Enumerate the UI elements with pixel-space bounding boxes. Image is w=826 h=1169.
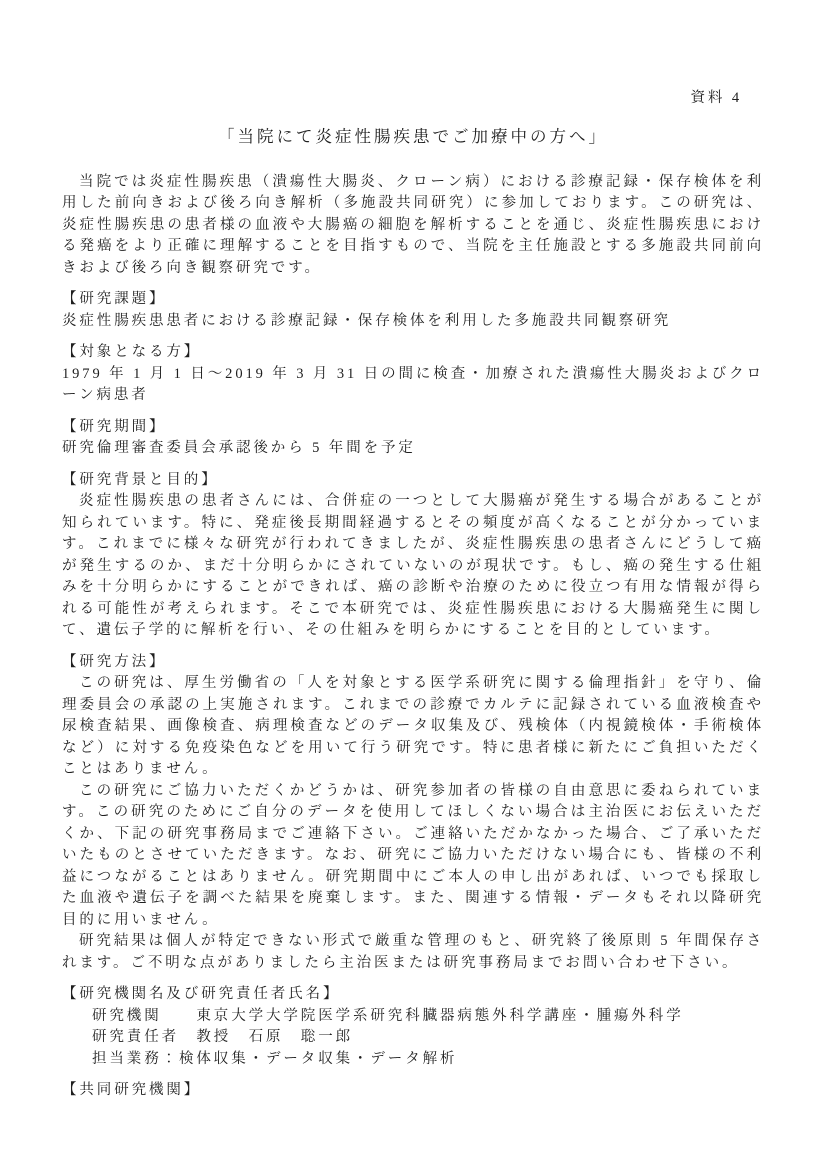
section-research-title-heading: 【研究課題】	[62, 291, 167, 307]
section-research-title	[62, 289, 764, 332]
section-methods	[62, 652, 764, 975]
section-background-heading: 【研究背景と目的】	[62, 471, 219, 488]
section-collaborators-heading: 【共同研究機関】	[62, 1082, 202, 1098]
section-institution-heading: 【研究機関名及び研究責任者氏名】	[62, 986, 341, 1002]
section-period-body: 研究倫理審査委員会承認後から 5 年間を予定	[62, 440, 416, 456]
section-research-title-body: 炎症性腸疾患患者における診療記録・保存検体を利用した多施設共同観察研究	[62, 312, 671, 329]
section-period-heading: 【研究期間】	[62, 418, 167, 435]
section-eligible-heading: 【対象となる方】	[62, 344, 202, 360]
page-title: 「当院にて炎症性腸疾患でご加療中の方へ」	[218, 126, 608, 146]
section-methods-heading: 【研究方法】	[62, 653, 167, 670]
intro-paragraph: 当院では炎症性腸疾患（潰瘍性大腸炎、クローン病）における診療記録・保存検体を利用した前向きおよび後ろ向き解析（多施設共同研究）に参加しております。この研究は、炎症性腸疾患の患者様の血液や大腸癌の細胞を解析することを通じ、炎症性腸疾患における発癌をより正確に理解することを目指すもので、当院を主任施設とする多施設共同前向きおよび後ろ向き観察研究です。	[62, 173, 764, 276]
section-collaborators	[62, 1080, 764, 1102]
section-background-body: 炎症性腸疾患の患者さんには、合併症の一つとして大腸癌が発生する場合があることが知られています。特に、発症後長期間経過するとその頻度が高くなることが分かっています。これまでに様々な研究が行われてきましたが、炎症性腸疾患の患者さんにどうして癌が発生するのか、まだ十分明らかにされていないのが現状です。もし、癌の発生する仕組みを十分明らかにすることができれば、癌の診断や治療のために役立つ有用な情報が得られる可能性が考えられます。そこで本研究では、炎症性腸疾患における大腸癌発生に関して、遺伝子学的に解析を行い、その仕組みを明らかにすることを目的としています。	[62, 493, 764, 638]
doc-label: 資料 4	[690, 90, 742, 106]
section-institution	[62, 984, 764, 1070]
institution-name-line: 研究機関 東京大学大学院医学系研究科臓器病態外科学講座・腫瘍外科学	[92, 1007, 684, 1024]
section-methods-paragraph-3: 研究結果は個人が特定できない形式で厳重な管理のもと、研究終了後原則 5 年間保存されます。ご不明な点がありましたら主治医または研究事務局までお問い合わせ下さい。	[62, 933, 764, 971]
section-eligible-body: 1979 年 1 月 1 日～2019 年 3 月 31 日の間に検査・加療された潰瘍性大腸炎およびクローン病患者	[62, 365, 764, 403]
principal-investigator-line: 研究責任者 教授 石原 聡一郎	[92, 1029, 353, 1045]
section-background	[62, 470, 764, 642]
section-period	[62, 417, 764, 460]
responsibilities-line: 担当業務：検体収集・データ収集・データ解析	[92, 1050, 458, 1067]
section-methods-paragraph-1: この研究は、厚生労働省の「人を対象とする医学系研究に関する倫理指針」を守り、倫理委員会の承認の上実施されます。これまでの診療でカルテに記録されている血液検査や尿検査結果、画像検査、病理検査などのデータ収集及び、残検体（内視鏡検体・手術検体など）に対する免疫染色などを用いて行う研究です。特に患者様に新たにご負担いただくことはありません。	[62, 675, 764, 777]
section-eligible	[62, 342, 764, 407]
section-methods-paragraph-2: この研究にご協力いただくかどうかは、研究参加者の皆様の自由意思に委ねられています。この研究のためにご自分のデータを使用してほしくない場合は主治医にお伝えいただくか、下記の研究事務局までご連絡下さい。ご連絡いただかなかった場合、ご了承いただいたものとさせていただきます。なお、研究にご協力いただけない場合にも、皆様の不利益につながることはありません。研究期間中にご本人の申し出があれば、いつでも採取した血液や遺伝子を調べた結果を廃棄します。また、関連する情報・データもそれ以降研究目的に用いません。	[62, 782, 764, 928]
